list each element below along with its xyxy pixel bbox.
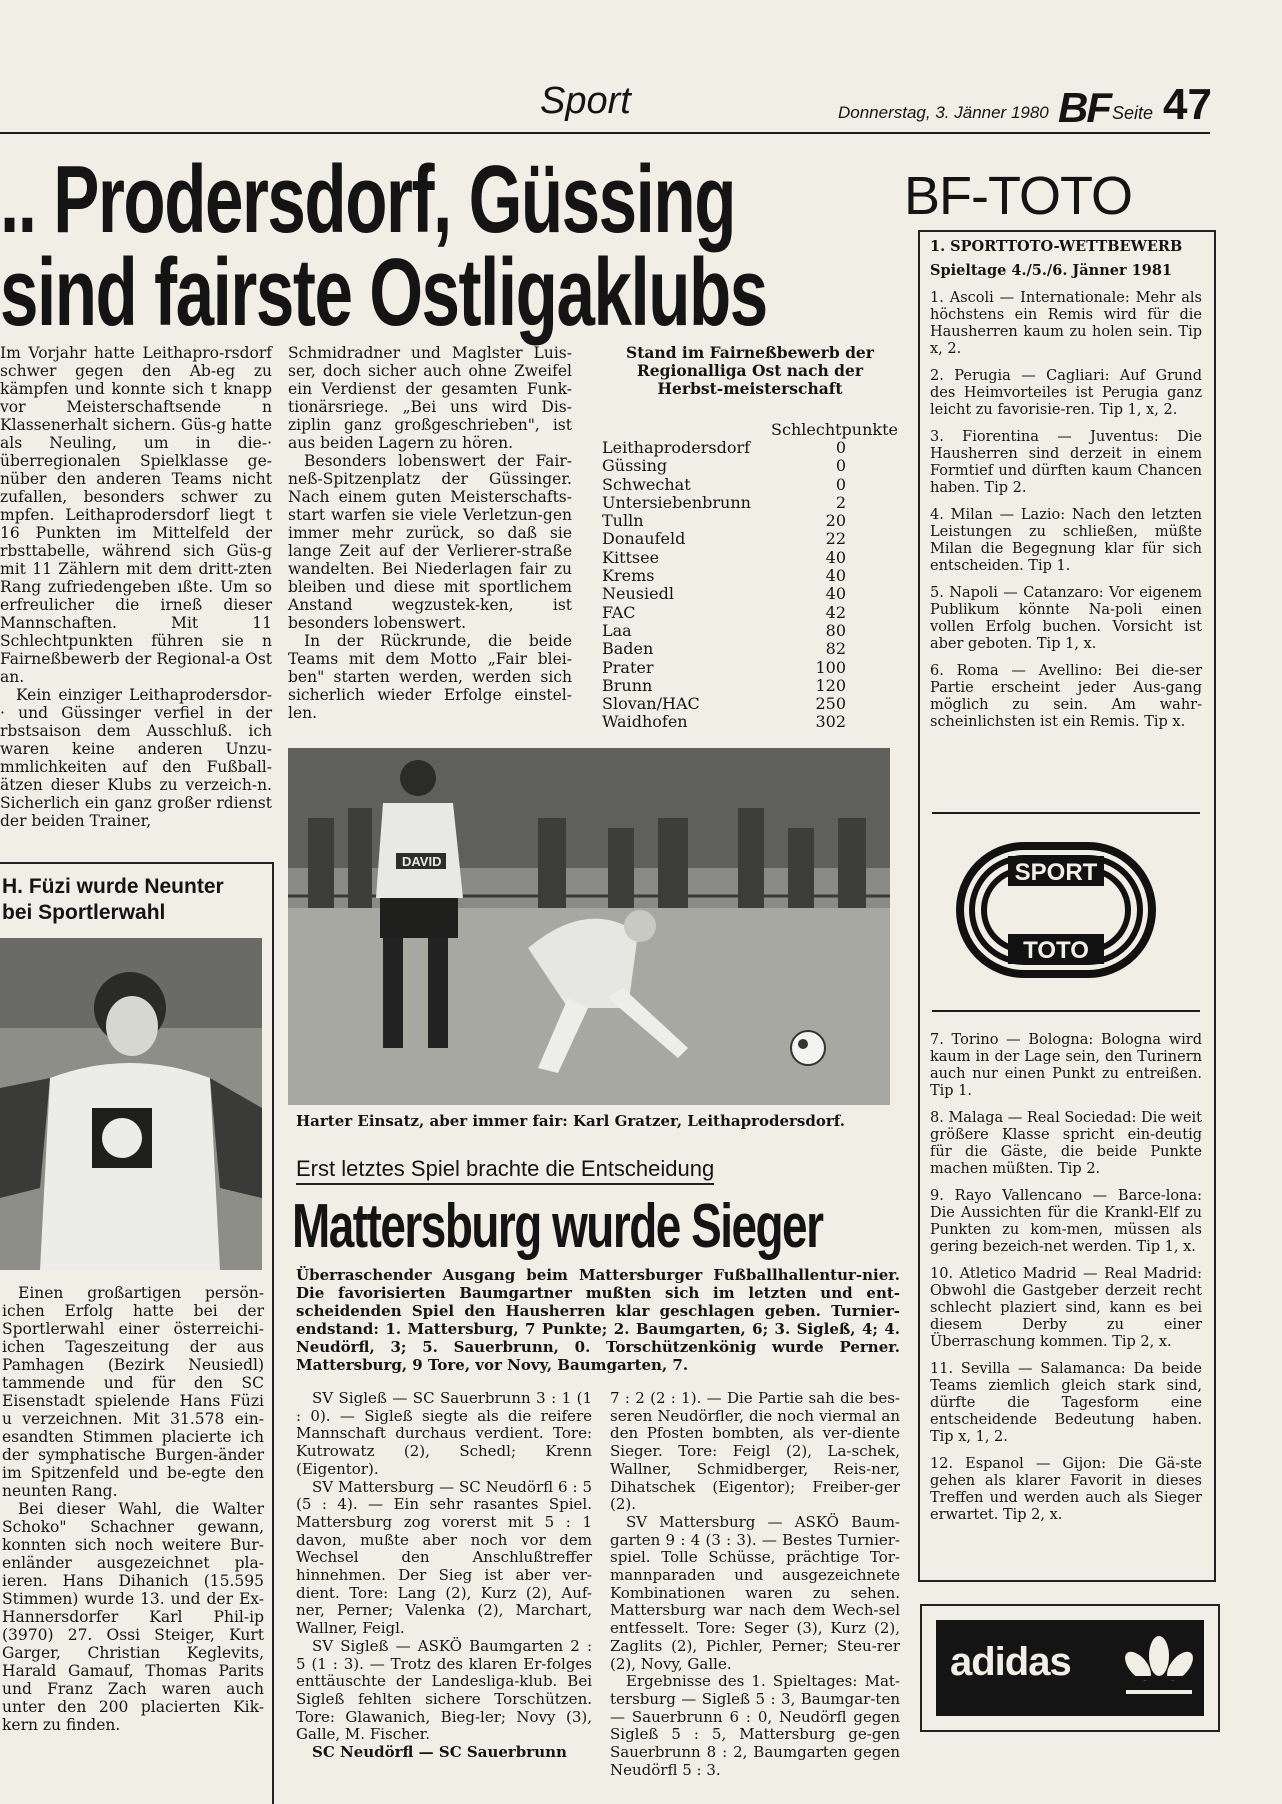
- page-label: Seite: [1112, 103, 1154, 123]
- side-article-headline: [2, 874, 264, 926]
- adidas-wordmark: adidas: [950, 1640, 1071, 1684]
- fairness-table-title: Stand im Fairneßbewerb der Regionalliga Ost nach der Herbst-meisterschaft: [626, 343, 874, 398]
- table-cell-team: Waidhofen: [602, 712, 688, 732]
- lead-col1-paragraph-2: Kein einziger Leithaprodersdor-· und Güssinger verfiel in der rbstsaison dem Ausschluß. ich waren keine anderen Unzu-mmlichkeiten auf den Fußball-ätzen dieser Klubs zu verzeich-n. Sicherlich ein ganz großer rdienst der beiden Trainer,: [0, 686, 272, 830]
- lead-article-column-2: [288, 344, 572, 722]
- table-cell-points: 20: [825, 511, 846, 531]
- table-cell-team: Kittsee: [602, 547, 660, 567]
- toto-game-tip: 8. Malaga — Real Sociedad: Die weit größere Klasse spricht ein-deutig für die Gäste, die beide Punkte machen müßten. Tip 2.: [930, 1110, 1202, 1177]
- mattersburg-column-2: [610, 1390, 900, 1779]
- table-row: [602, 549, 846, 567]
- table-cell-points: 0: [835, 456, 846, 476]
- table-cell-team: FAC: [602, 602, 636, 622]
- table-cell-points: 42: [825, 602, 846, 622]
- match-report-4: SC Neudörfl — SC Sauerbrunn: [312, 1743, 567, 1762]
- table-cell-team: Leithaprodersdorf: [602, 438, 751, 457]
- toto-game-tip: 12. Espanol — Gijon: Die Gä-ste gehen als klarer Favorit in dieses Treffen und werden auch als Sieger erwartet. Tip 2, x.: [930, 1456, 1202, 1523]
- toto-game-tip: 9. Rayo Vallencano — Barce-lona: Die Aussichten für die Krankl-Elf zu Punkten zu kom-men, müssen als gering bezeich-net werden. Tip 1, x.: [930, 1188, 1202, 1255]
- match-report-2: SV Mattersburg — SC Neudörfl 6 : 5 (5 : 4). — Ein sehr rasantes Spiel. Mattersburg zog vorerst mit 5 : 1 davon, mußte aber noch vor dem Wechsel den Anschlußtreffer hinnehmen. Der Sieg ist aber ver-dient. Tore: Lang (2), Kurz (2), Auf-ner, Perner; Valenka (2), Marchart, Wallner, Feigl.: [296, 1477, 592, 1638]
- table-cell-team: Donaufeld: [602, 529, 686, 549]
- toto-game-tip: 11. Sevilla — Salamanca: Da beide Teams ziemlich gleich stark sind, dürfte die Tagesform eine entscheidende Bedeutung haben. Tip x, 1, 2.: [930, 1361, 1202, 1445]
- masthead-rule: [0, 132, 1210, 134]
- fairness-table-rows: [602, 439, 846, 732]
- toto-game-tip: 5. Napoli — Catanzaro: Vor eigenem Publikum könnte Na-poli einen vollen Erfolg buchen. Vorsicht ist aber geboten. Tip 1, x.: [930, 585, 1202, 652]
- toto-game-tip: 10. Atletico Madrid — Real Madrid: Obwohl die Gastgeber derzeit recht schlecht plaziert sind, kann es bei diesem Derby zu einer Überraschung kommen. Tip 2, x.: [930, 1266, 1202, 1350]
- table-cell-points: 40: [825, 584, 846, 604]
- match-report-6: SV Mattersburg — ASKÖ Baum-garten 9 : 4 (3 : 3). — Bestes Turnier-spiel. Tolle Schüsse, prächtige Tor-mannparaden und ausgezeichnete Kombinationen waren zu sehen. Mattersburg war nach dem Wech-sel entfesselt. Tore: Seger (3), Kurz (2), Zaglits (2), Pichler, Perner; Steu-rer (2), Novy, Galle.: [610, 1512, 900, 1673]
- headline-line-1: .. Prodersdorf, Güssing: [0, 146, 735, 253]
- toto-games-upper: [930, 290, 1202, 731]
- toto-spieltage: Spieltage 4./5./6. Jänner 1981: [930, 262, 1173, 279]
- toto-game-tip: 4. Milan — Lazio: Nach den letzten Leistungen zu schließen, müßte Milan die Begegnung klar für sich entscheiden. Tip 1.: [930, 507, 1202, 574]
- table-cell-points: 0: [835, 474, 846, 494]
- table-cell-team: Brunn: [602, 675, 653, 695]
- table-row: [602, 640, 846, 658]
- table-row: [602, 585, 846, 603]
- shirt-text: DAVID: [402, 854, 442, 869]
- side-headline-line-2: bei Sportlerwahl: [2, 901, 166, 924]
- side-article-paragraph-2: Bei dieser Wahl, die Walter Schoko" Schachner gewann, konnten sich noch weitere Bur-enländer ausgezeichnet pla-ieren. Hans Dihanich (15.595 Stimmen) wurde 13. und der Ex-Hannersdorfer Karl Phil-ip (3970) 27. Ossi Steiger, Kurt Garger, Christian Keglevits, Harald Gamauf, Thomas Parits und Franz Zach waren auch unter den 200 placierten Kik-kern zu finden.: [2, 1500, 264, 1734]
- table-cell-points: 40: [825, 547, 846, 567]
- fairness-table: [602, 344, 898, 732]
- sport-toto-logo: [956, 842, 1156, 978]
- side-article-body: [2, 1284, 264, 1734]
- table-cell-team: Baden: [602, 639, 654, 659]
- side-headline-line-1: H. Füzi wurde Neunter: [2, 875, 224, 898]
- adidas-ad-panel: [936, 1620, 1204, 1716]
- table-cell-points: 80: [825, 620, 846, 640]
- table-cell-team: Neusiedl: [602, 584, 674, 604]
- table-row: [602, 622, 846, 640]
- table-cell-team: Krems: [602, 566, 655, 586]
- match-report-5: 7 : 2 (2 : 1). — Die Partie sah die bes-seren Neudörfler, die noch viermal an den Pfosten bombten, als ver-diente Sieger. Tore: Feigl (2), La-schek, Wallner, Schmidberger, Reis-ner, Dihatschek (Eigentor); Freiber-ger (2).: [610, 1389, 900, 1514]
- adidas-ad: [920, 1604, 1220, 1732]
- table-cell-points: 2: [835, 492, 846, 512]
- table-cell-team: Schwechat: [602, 474, 691, 494]
- side-article-paragraph-1: Einen großartigen persön-ichen Erfolg hatte bei der Sportlerwahl einer österreichi-ichen Tageszeitung der aus Pamhagen (Bezirk Neusiedl) tammende und für den SC Eisenstadt spielende Hans Füzi u verzeichnen. Mit 31.578 ein-esandten Stimmen placierte ich der symphatische Burgen-änder im Spitzenfeld und be-egte den neunten Rang.: [2, 1284, 264, 1500]
- headline-line-2: sind fairste Ostligaklubs: [0, 239, 767, 346]
- toto-divider: [932, 812, 1200, 814]
- table-cell-team: Untersiebenbrunn: [602, 492, 751, 512]
- table-cell-team: Laa: [602, 620, 632, 640]
- match-report-7: Ergebnisse des 1. Spieltages: Mat-tersburg — Sigleß 5 : 3, Baumgar-ten — Sauerbrunn 6 : 0, Neudörfl gegen Sigleß 5 : 5, Mattersburg ge-gen Sauerbrunn 8 : 2, Baumgarten gegen Neudörfl 5 : 3.: [610, 1672, 900, 1779]
- table-row: [602, 494, 846, 512]
- table-row: [602, 457, 846, 475]
- table-cell-points: 40: [825, 566, 846, 586]
- issue-date: Donnerstag, 3. Jänner 1980: [838, 103, 1049, 122]
- mattersburg-headline: Mattersburg wurde Sieger: [292, 1192, 823, 1261]
- table-cell-points: 302: [815, 712, 846, 732]
- sport-toto-logo-bottom: TOTO: [1023, 937, 1089, 964]
- table-cell-team: Tulln: [602, 511, 644, 531]
- table-cell-points: 250: [815, 694, 846, 714]
- photo-caption: Harter Einsatz, aber immer fair: Karl Gratzer, Leithaprodersdorf.: [296, 1112, 845, 1130]
- toto-game-tip: 2. Perugia — Cagliari: Auf Grund des Heimvorteiles ist Perugia ganz leicht zu favorisie-ren. Tip 1, x, 2.: [930, 368, 1202, 418]
- lead-col2-paragraph-2: Besonders lobenswert der Fair-neß-Spitzenplatz der Güssinger. Nach einem guten Meisterschafts-start warfen sie viele Verletzun-gen immer mehr zurück, so daß sie lange Zeit auf der Verlierer-straße wandelten. Bei Niederlagen fair zu bleiben und diese mit sportlichem Anstand wegzustek-ken, ist besonders lobenswert.: [288, 452, 572, 632]
- table-row: [602, 695, 846, 713]
- toto-subtitle: 1. SPORTTOTO-WETTBEWERB: [930, 238, 1183, 255]
- toto-divider-2: [932, 1010, 1200, 1012]
- fairness-table-header: Schlechtpunkte: [771, 420, 898, 439]
- sport-toto-logo-top: SPORT: [1014, 859, 1098, 886]
- table-cell-points: 22: [825, 529, 846, 549]
- mattersburg-kicker: Erst letztes Spiel brachte die Entscheidung: [296, 1155, 714, 1185]
- toto-column: [930, 238, 1202, 741]
- table-row: [602, 604, 846, 622]
- table-cell-points: 82: [825, 639, 846, 659]
- table-cell-team: Güssing: [602, 456, 668, 476]
- table-row: [602, 567, 846, 585]
- adidas-trefoil-icon: [1122, 1636, 1196, 1698]
- table-cell-points: 0: [835, 438, 846, 457]
- toto-game-tip: 7. Torino — Bologna: Bologna wird kaum in der Lage sein, den Turinern auch nur einen Punkt zu entreißen. Tip 1.: [930, 1032, 1202, 1099]
- lead-col2-paragraph-1: Schmidradner und Maglster Luis-ser, doch sicher auch ohne Zweifel ein Verdienst der gesamten Funk-tionärsriege. „Bei uns wird Dis-ziplin ganz großgeschrieben", ist aus beiden Lagern zu hören.: [288, 344, 572, 452]
- toto-game-tip: 6. Roma — Avellino: Bei die-ser Partie erscheint jeder Aus-gang möglich zu sein. Am wahr-scheinlichsten ist ein Remis. Tip x.: [930, 663, 1202, 730]
- toto-title: BF-TOTO: [904, 166, 1133, 226]
- table-row: [602, 439, 846, 457]
- table-cell-points: 100: [815, 657, 846, 677]
- match-report-3: SV Sigleß — ASKÖ Baumgarten 2 : 5 (1 : 3). — Trotz des klaren Er-folges enttäuschte der Landesliga-klub. Bei Sigleß fehlten sichere Torschützen. Tore: Glawanich, Bieg-ler; Novy (3), Galle, M. Fischer.: [296, 1636, 592, 1744]
- table-row: [602, 530, 846, 548]
- lead-col2-paragraph-3: In der Rückrunde, die beide Teams mit dem Motto „Fair blei-ben" starten werden, werden sich sicherlich wieder Erfolge einstel-len.: [288, 632, 572, 722]
- table-row: [602, 476, 846, 494]
- toto-game-tip: 1. Ascoli — Internationale: Mehr als höchstens ein Remis wird für die Hausherren kaum zu holen sein. Tip x, 2.: [930, 290, 1202, 357]
- table-cell-team: Prater: [602, 657, 654, 677]
- match-report-1: SV Sigleß — SC Sauerbrunn 3 : 1 (1 : 0). — Sigleß siegte als die reifere Mannschaft durchaus verdient. Tore: Kutrowatz (2), Schedl; Krenn (Eigentor).: [296, 1389, 592, 1478]
- lead-col1-paragraph-1: Im Vorjahr hatte Leithapro-rsdorf schwer gegen den Ab-eg zu kämpfen und konnte sich t knapp vor Meisterschaftsende n Klassenerhalt sichern. Güs-g hatte als Neuling, um in die-· überregionalen Spielklasse ge-nüber den anderen Teams nicht zufallen, besonders schwer zu mpfen. Leithaprodersdorf liegt t 16 Punkten im Mittelfeld der rbsttabelle, während sich Güs-g mit 11 Zählern mit dem dritt-zten Rang zufriedengeben ıßte. Um so erfreulicher die irneß dieser Mannschaften. Mit 11 Schlechtpunkten führen sie n Fairneßbewerb der Regional-a Ost an.: [0, 344, 273, 686]
- page-number: 47: [1163, 80, 1212, 129]
- toto-games-lower: [930, 1032, 1202, 1534]
- table-row: [602, 659, 846, 677]
- table-row: [602, 512, 846, 530]
- toto-game-tip: 3. Fiorentina — Juventus: Die Hausherren sind derzeit in einem Formtief und dürften kaum Chancen haben. Tip 2.: [930, 429, 1202, 496]
- table-row: [602, 677, 846, 695]
- table-cell-team: Slovan/HAC: [602, 694, 700, 714]
- table-row: [602, 713, 846, 731]
- table-cell-points: 120: [815, 675, 846, 695]
- mattersburg-intro: Überraschender Ausgang beim Mattersburger Fußballhallentur-nier. Die favorisierten Baumgartner mußten sich im letzten und ent-scheidenden Spiel den Hausherren klar geschlagen geben. Turnier-endstand: 1. Mattersburg, 7 Punkte; 2. Baumgarten, 6; 3. Sigleß, 4; 4. Neudörfl, 3; 5. Sauerbrunn, 0. Torschützenkönig wurde Perner. Mattersburg, 9 Tore, vor Novy, Baumgarten, 7.: [296, 1266, 900, 1374]
- lead-article-column-1: [0, 344, 272, 830]
- section-title: Sport: [540, 80, 631, 122]
- portrait-photo: [0, 938, 262, 1270]
- match-photo: [288, 748, 890, 1105]
- mattersburg-column-1: [296, 1390, 592, 1762]
- brand-logo: BF: [1058, 84, 1110, 131]
